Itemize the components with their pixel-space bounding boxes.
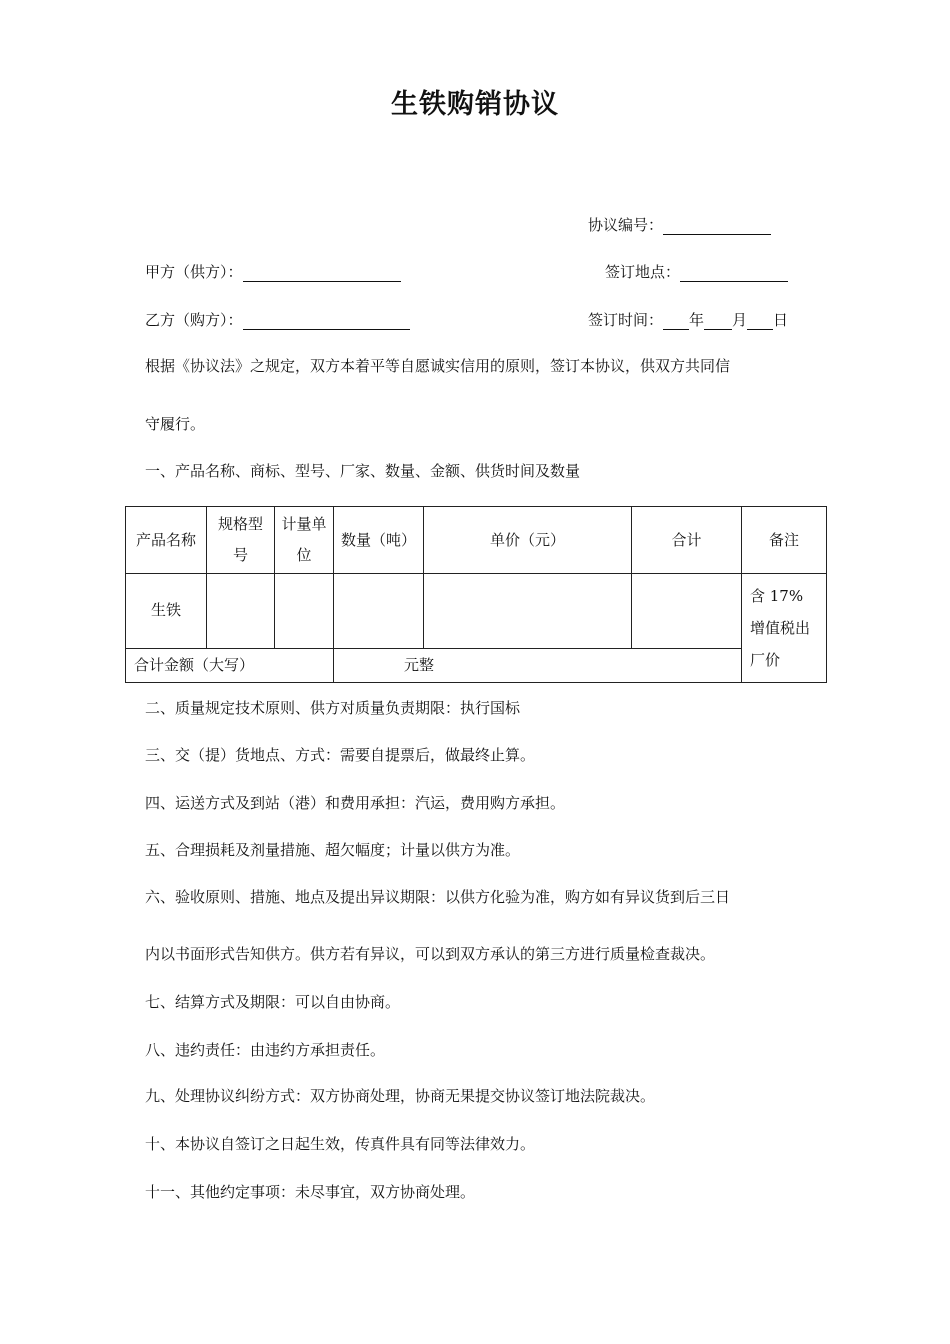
contract-number-label: 协议编号：	[588, 216, 664, 234]
cell-total[interactable]	[632, 574, 742, 649]
header-spec-model: 规格型号	[207, 507, 275, 574]
sign-time-row	[588, 310, 788, 330]
party-b-row	[145, 310, 410, 330]
party-a-field[interactable]	[243, 265, 401, 282]
cell-quantity[interactable]	[334, 574, 424, 649]
sign-time-label: 签订时间：	[588, 311, 664, 329]
intro-line-2: 守履行。	[145, 415, 206, 433]
document-title: 生铁购销协议	[391, 89, 559, 120]
clause-6-line-1: 六、验收原则、措施、地点及提出异议期限：以供方化验为准，购方如有异议货到后三日	[145, 888, 731, 906]
total-amount-unit: 元整	[334, 648, 742, 682]
product-table	[125, 506, 827, 683]
cell-remark: 含 17%增值税出厂价	[742, 574, 827, 683]
sign-place-label: 签订地点：	[605, 263, 681, 281]
party-b-label: 乙方（购方）：	[145, 311, 243, 329]
clause-5: 五、合理损耗及剂量措施、超欠幅度；计量以供方为准。	[145, 841, 521, 859]
clause-11: 十一、其他约定事项：未尽事宜，双方协商处理。	[145, 1183, 476, 1201]
header-product-name: 产品名称	[126, 507, 207, 574]
cell-spec[interactable]	[207, 574, 275, 649]
intro-line-1: 根据《协议法》之规定，双方本着平等自愿诚实信用的原则，签订本协议，供双方共同信	[145, 357, 731, 375]
clause-3: 三、交（提）货地点、方式：需要自提票后，做最终止算。	[145, 746, 536, 764]
clause-9: 九、处理协议纠纷方式：双方协商处理，协商无果提交协议签订地法院裁决。	[145, 1087, 656, 1105]
clause-2: 二、质量规定技术原则、供方对质量负责期限：执行国标	[145, 699, 521, 717]
sign-place-row	[605, 262, 788, 282]
header-remark: 备注	[742, 507, 827, 574]
party-b-field[interactable]	[243, 313, 410, 330]
header-unit-price: 单价（元）	[424, 507, 632, 574]
party-a-label: 甲方（供方）：	[145, 263, 243, 281]
year-label: 年	[689, 311, 705, 329]
cell-product: 生铁	[126, 574, 207, 649]
header-unit: 计量单位	[275, 507, 334, 574]
sign-place-field[interactable]	[680, 265, 788, 282]
clause-8: 八、违约责任：由违约方承担责任。	[145, 1041, 386, 1059]
cell-unit-price[interactable]	[424, 574, 632, 649]
clause-10: 十、本协议自签订之日起生效，传真件具有同等法律效力。	[145, 1135, 536, 1153]
table-total-row	[126, 648, 827, 682]
header-total: 合计	[632, 507, 742, 574]
clause-7: 七、结算方式及期限：可以自由协商。	[145, 993, 401, 1011]
contract-number-field[interactable]	[663, 218, 771, 235]
table-row	[126, 574, 827, 649]
sign-year-field[interactable]	[663, 313, 689, 330]
header-quantity: 数量（吨）	[334, 507, 424, 574]
month-label: 月	[732, 311, 748, 329]
sign-day-field[interactable]	[747, 313, 773, 330]
clause-4: 四、运送方式及到站（港）和费用承担：汽运，费用购方承担。	[145, 794, 566, 812]
clause-6-line-2: 内以书面形式告知供方。供方若有异议，可以到双方承认的第三方进行质量检查裁决。	[145, 945, 716, 963]
cell-unit[interactable]	[275, 574, 334, 649]
party-a-row	[145, 262, 401, 282]
sign-month-field[interactable]	[704, 313, 732, 330]
day-label: 日	[773, 311, 789, 329]
total-amount-label: 合计金额（大写）	[126, 648, 334, 682]
contract-number-row	[588, 215, 771, 235]
table-header-row	[126, 507, 827, 574]
section-1-heading: 一、产品名称、商标、型号、厂家、数量、金额、供货时间及数量	[145, 462, 581, 480]
